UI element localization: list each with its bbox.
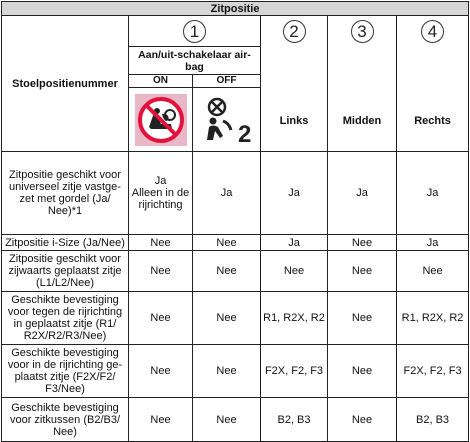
cell-p2: Ja <box>261 152 328 235</box>
position-number-4: 4 <box>421 20 444 43</box>
switch-off-label: OFF <box>193 75 261 88</box>
cell-on: Nee <box>129 398 193 442</box>
position-2-header <box>261 16 328 152</box>
cell-on: Nee <box>129 251 193 292</box>
position-name-links: Links <box>279 115 309 127</box>
airbag-switch-label: Aan/uit-schakelaar air-bag <box>129 47 261 75</box>
cell-p2: F2X, F2, F3 <box>261 345 328 398</box>
cell-p4: Nee <box>397 251 469 292</box>
row-header-seat-position-number: Stoelpositienummer <box>2 16 129 152</box>
table-title: Zitpositie <box>2 2 469 16</box>
cell-p4: Ja <box>397 152 469 235</box>
row-label: Geschikte bevestiging voor tegen de rijrichting in geplaatst zitje (R1/ R2X/R2/R3/Nee) <box>2 292 129 345</box>
row-label: Geschikte bevestiging voor in de rijrichting ge-plaatst zitje (F2X/F2/ F3/Nee) <box>2 345 129 398</box>
svg-text:2: 2 <box>237 120 251 146</box>
position-number-1: 1 <box>183 20 206 43</box>
cell-off: Nee <box>193 398 261 442</box>
cell-p3: Nee <box>328 251 397 292</box>
cell-p2: B2, B3 <box>261 398 328 442</box>
cell-on-value: Ja Alleen in de rijrichting <box>131 175 190 211</box>
row-label: Zitpositie i-Size (Ja/Nee) <box>2 235 129 251</box>
child-seat-airbag-prohibited-icon <box>135 94 187 146</box>
cell-on: Nee <box>129 292 193 345</box>
position-number-3: 3 <box>351 20 374 43</box>
seat-position-table <box>1 1 469 442</box>
cell-off: Ja <box>193 152 261 235</box>
position-4-header <box>397 16 469 152</box>
cell-on: Nee <box>129 345 193 398</box>
cell-off: Nee <box>193 292 261 345</box>
cell-p2: Ja <box>261 235 328 251</box>
cell-off: Nee <box>193 251 261 292</box>
cell-p4: R1, R2X, R2 <box>397 292 469 345</box>
row-label: Zitpositie geschikt voor zijwaarts geplaatst zitje (L1/L2/Nee) <box>2 251 129 292</box>
cell-p4: F2X, F2, F3 <box>397 345 469 398</box>
cell-on <box>129 152 193 235</box>
cell-off: Nee <box>193 345 261 398</box>
cell-p3: Nee <box>328 398 397 442</box>
position-name-rechts: Rechts <box>414 115 451 127</box>
cell-p3: Nee <box>328 235 397 251</box>
cell-p4: B2, B3 <box>397 398 469 442</box>
cell-p2: Nee <box>261 251 328 292</box>
off-icon-cell <box>193 88 261 152</box>
cell-p2: R1, R2X, R2 <box>261 292 328 345</box>
cell-p4: Ja <box>397 235 469 251</box>
cell-p3: Nee <box>328 345 397 398</box>
position-3-header <box>328 16 397 152</box>
position-1-header <box>129 16 261 47</box>
on-icon-cell <box>129 88 193 152</box>
cell-p3: Nee <box>328 292 397 345</box>
position-name-midden: Midden <box>342 115 382 127</box>
cell-off: Nee <box>193 235 261 251</box>
row-label: Geschikte bevestiging voor zitkussen (B2/B3/ Nee) <box>2 398 129 442</box>
passenger-airbag-off-icon <box>201 94 253 146</box>
cell-on: Nee <box>129 235 193 251</box>
switch-on-label: ON <box>129 75 193 88</box>
cell-p3: Ja <box>328 152 397 235</box>
row-label: Zitpositie geschikt voor universeel zitje vastge-zet met gordel (Ja/ Nee)*1 <box>2 152 129 235</box>
position-number-2: 2 <box>283 20 306 43</box>
